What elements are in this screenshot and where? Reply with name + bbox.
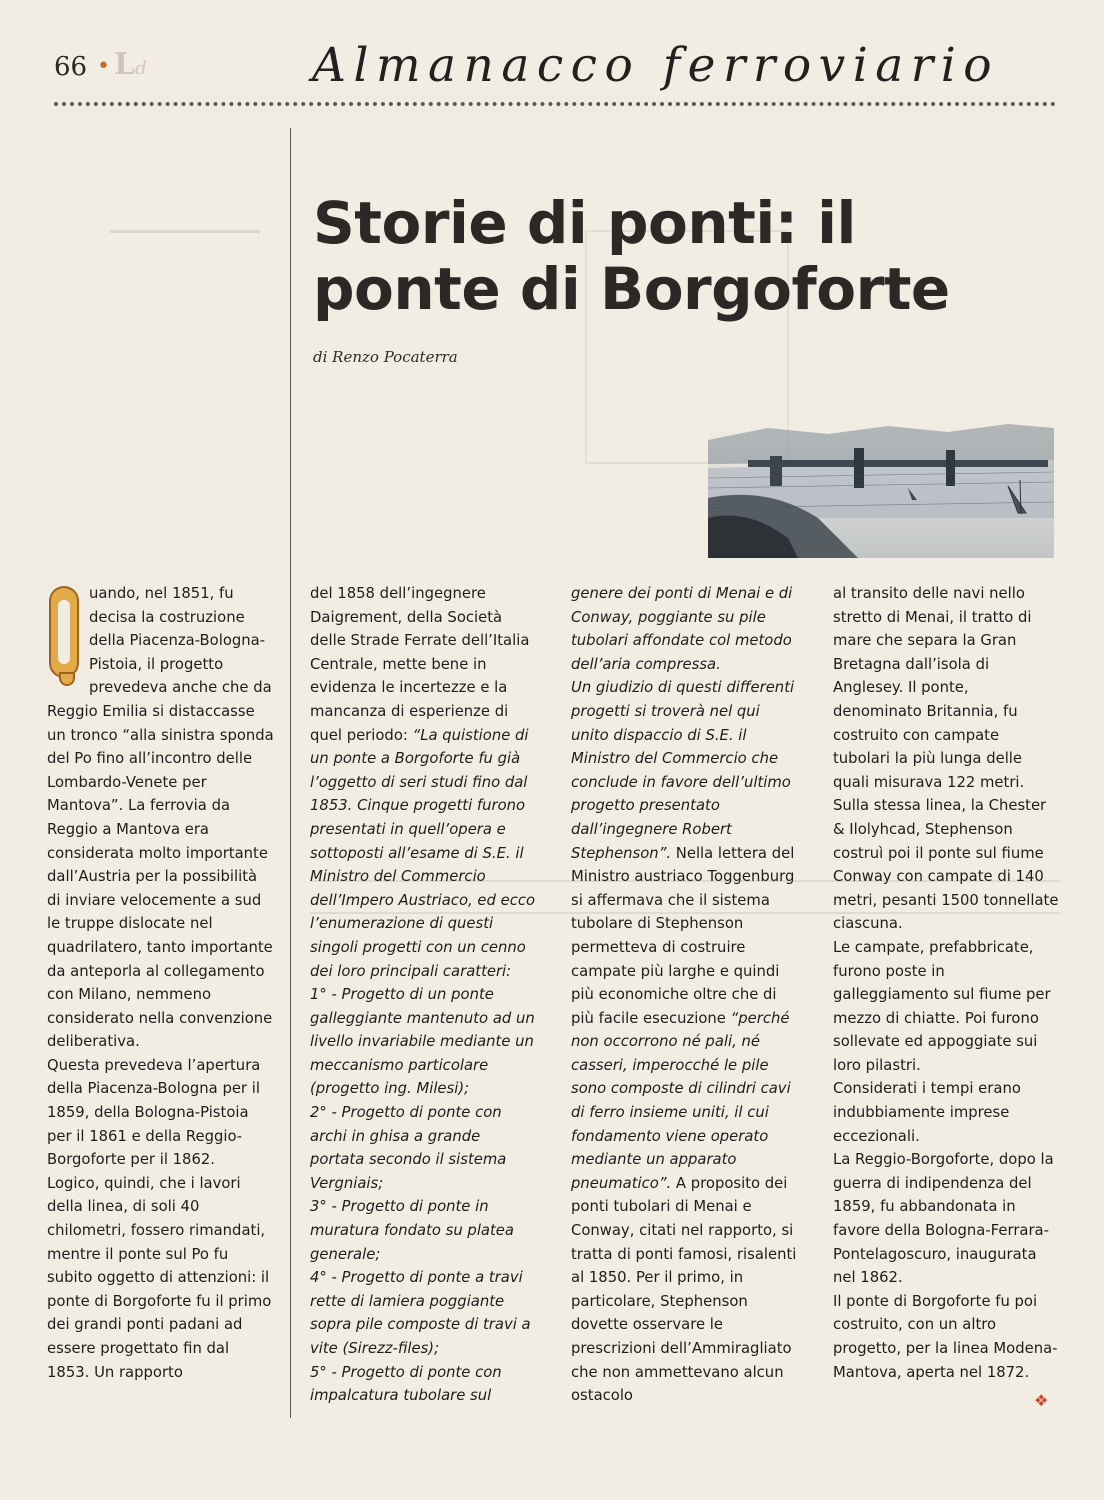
project-item: 2° - Progetto di ponte con archi in ghisa a grande portata secondo il sistema Vergniais;	[310, 1104, 507, 1192]
article-column-3	[571, 582, 801, 1408]
project-item: 1° - Progetto di un ponte galleggiante mantenuto ad un livello invariabile mediante un meccanismo particolare (progetto ing. Milesi);	[310, 986, 535, 1098]
paragraph: uando, nel 1851, fu decisa la costruzione della Piacenza-Bologna-Pistoia, il progetto prevedeva anche che da Reggio Emilia si distaccasse un tronco “alla sinistra sponda del Po fino all’incontro delle Lombardo-Venete per Mantova”. La ferrovia da Reggio a Mantova era considerata molto importante dall’Austria per la possibilità di inviare velocemente a sud le truppe dislocate nel quadrilatero, tanto importante da anteporla al collegamento con Milano, nemmeno considerato nella convenzione deliberativa.	[47, 585, 274, 1051]
bullet-dot-icon: •	[97, 54, 110, 79]
paragraph: Un giudizio di questi differenti progetti si troverà nel qui unito dispaccio di S.E. il Ministro del Commercio che conclude in favore dell’ultimo progetto presentato dall’ingegnere Robert Stephenson”. Nella lettera del Ministro austriaco Toggenburg si affermava che il sistema tubolare di Stephenson permetteva di costruire campate più larghe e quindi più economiche oltre che di più facile esecuzione “perché non occorrono né pali, né casseri, imperocché le pile sono composte di cilindri cavi di ferro insieme uniti, il cui fondamento viene operato mediante un apparato pneumatico”. A proposito dei ponti tubolari di Menai e Conway, citati nel rapporto, si tratta di ponti famosi, risalenti al 1850. Per il primo, in particolare, Stephenson dovette osservare le prescrizioni dell’Ammiragliato che non ammettevano alcun ostacolo	[571, 679, 797, 1405]
paragraph: Il ponte di Borgoforte fu poi costruito, con un altro progetto, per la linea Modena-Mantova, aperta nel 1872.	[833, 1292, 1058, 1381]
paragraph: Sulla stessa linea, la Chester & Ilolyhcad, Stephenson costruì poi il ponte sul fiume Conway con campate di 140 metri, pesanti 1500 tonnellate ciascuna.	[833, 797, 1059, 933]
article-byline: di Renzo Pocaterra	[313, 348, 458, 366]
paragraph: al transito delle navi nello stretto di Menai, il tratto di mare che separa la Gran Bretagna dall’isola di Anglesey. Il ponte, denominato Britannia, fu costruito con campate tubolari la più lunga delle quali misurava 122 metri.	[833, 585, 1032, 791]
article-column-2	[310, 582, 536, 1408]
section-title: Almanacco ferroviario	[312, 38, 1000, 93]
magazine-logo: Ld	[114, 47, 147, 82]
paragraph: genere dei ponti di Menai e di Conway, poggiante su pile tubolari affondate col metodo dell’aria compressa.	[571, 585, 793, 673]
bridge-engraving-icon	[708, 368, 1054, 558]
article-column-1	[47, 582, 275, 1384]
paragraph: del 1858 dell’ingegnere Daigrement, della Società delle Strade Ferrate dell’Italia Centrale, mette bene in evidenza le incertezze e la mancanza di esperienze di quel periodo: “La quistione di un ponte a Borgoforte fu già l’oggetto di seri studi fino dal 1853. Cinque progetti furono presentati in quell’opera e sottoposti all’esame di S.E. il Ministro del Commercio dell’Impero Austriaco, ed ecco l’enumerazione di questi singoli progetti con un cenno dei loro principali caratteri:	[310, 585, 536, 980]
page-number: 66	[54, 52, 88, 82]
article-column-4	[833, 582, 1059, 1384]
drop-cap-q	[49, 586, 79, 678]
column-divider	[290, 128, 291, 1418]
paragraph: La Reggio-Borgoforte, dopo la guerra di indipendenza del 1859, fu abbandonata in favore della Bologna-Ferrara-Pontelagoscuro, inaugurata nel 1862.	[833, 1151, 1054, 1287]
show-through-texture	[110, 190, 260, 233]
paragraph: Le campate, prefabbricate, furono poste in galleggiamento sul fiume per mezzo di chiatte. Poi furono sollevate ed appoggiate sui loro pilastri.	[833, 938, 1051, 1074]
paragraph: Considerati i tempi erano indubbiamente imprese eccezionali.	[833, 1080, 1021, 1145]
header-divider	[54, 102, 1056, 106]
paragraph: Questa prevedeva l’apertura della Piacenza-Bologna per il 1859, della Bologna-Pistoia per il 1861 e della Reggio-Borgoforte per il 1862.	[47, 1056, 261, 1169]
project-item: 4° - Progetto di ponte a travi rette di lamiera poggiante sopra pile composte di travi a vite (Sirezz-files);	[310, 1269, 531, 1357]
project-item: 3° - Progetto di ponte in muratura fondato su platea generale;	[310, 1198, 514, 1263]
project-item: 5° - Progetto di ponte con impalcatura tubolare sul	[310, 1363, 502, 1405]
article-title: Storie di ponti: il ponte di Borgoforte	[313, 189, 950, 323]
paragraph: Logico, quindi, che i lavori della linea, di soli 40 chilometri, fossero rimandati, mentre il ponte sul Po fu subito oggetto di attenzioni: il ponte di Borgoforte fu il primo dei grandi ponti padani ad essere progettato fin dal 1853. Un rapporto	[47, 1174, 272, 1381]
end-of-article-icon: ❖	[1034, 1391, 1049, 1410]
